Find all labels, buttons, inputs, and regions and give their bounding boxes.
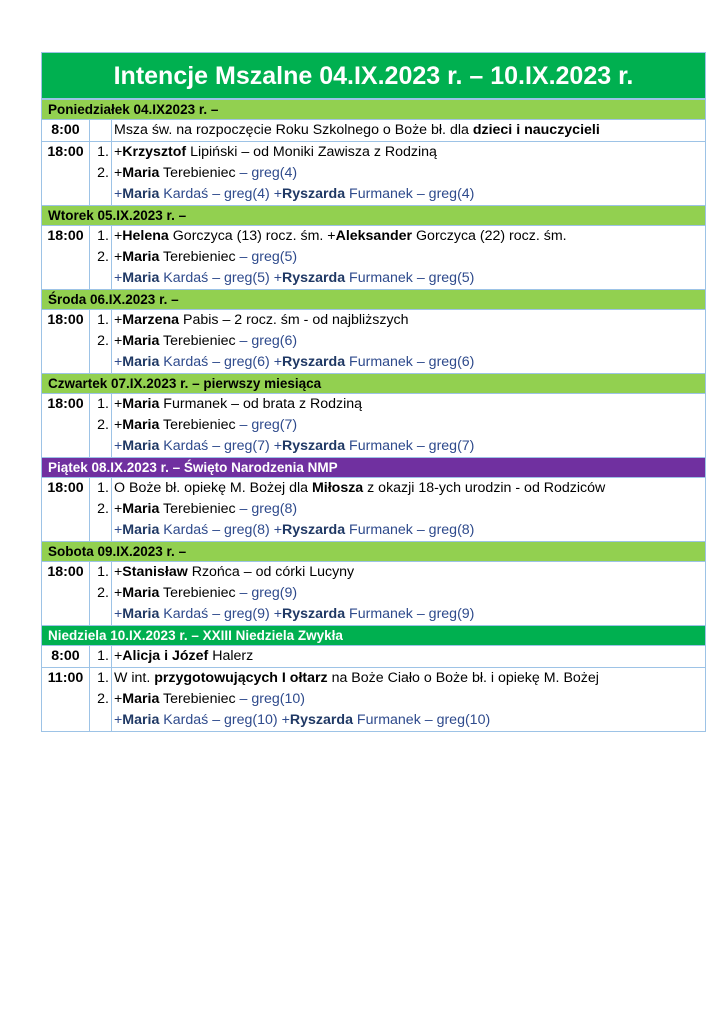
intention: O Boże bł. opiekę M. Bożej dla Miłosza z okazji 18-ych urodzin - od Rodziców +Maria Terebieniec – greg(8) +Maria Kardaś – greg(8) +Ryszarda Furmanek – greg(8)	[112, 478, 706, 542]
day-row-thursday	[42, 374, 706, 394]
day-row-sunday	[42, 626, 706, 646]
intention: +Alicja i Józef Halerz	[112, 646, 706, 668]
day-row-tuesday	[42, 206, 706, 226]
day-header: Piątek 08.IX.2023 r. – Święto Narodzenia NMP	[42, 458, 706, 478]
mass-row: 18:00 1. 2. +Stanisław Rzońca – od córki Lucyny +Maria Terebieniec – greg(9) +Maria Kardaś – greg(9) +Ryszarda Furmanek – greg(9)	[42, 562, 706, 626]
mass-row: 18:00 1. 2. +Helena Gorczyca (13) rocz. śm. +Aleksander Gorczyca (22) rocz. śm. +Maria Terebieniec – greg(5) +Maria Kardaś – greg(5) +Ryszarda Furmanek – greg(5)	[42, 226, 706, 290]
day-header: Wtorek 05.IX.2023 r. –	[42, 206, 706, 226]
mass-row: 18:00 1. 2. O Boże bł. opiekę M. Bożej dla Miłosza z okazji 18-ych urodzin - od Rodziców +Maria Terebieniec – greg(8) +Maria Kardaś – greg(8) +Ryszarda Furmanek – greg(8)	[42, 478, 706, 542]
mass-time: 18:00	[42, 142, 90, 206]
mass-row: 18:00 1. 2. +Krzysztof Lipiński – od Moniki Zawisza z Rodziną +Maria Terebieniec – greg(4) +Maria Kardaś – greg(4) +Ryszarda Furmanek – greg(4)	[42, 142, 706, 206]
mass-time: 18:00	[42, 226, 90, 290]
intentions-sheet	[41, 52, 706, 732]
intention: +Marzena Pabis – 2 rocz. śm - od najbliższych +Maria Terebieniec – greg(6) +Maria Kardaś – greg(6) +Ryszarda Furmanek – greg(6)	[112, 310, 706, 374]
mass-row: 11:00 1. 2. W int. przygotowujących I ołtarz na Boże Ciało o Boże bł. i opiekę M. Bożej +Maria Terebieniec – greg(10) +Maria Kardaś – greg(10) +Ryszarda Furmanek – greg(10)	[42, 668, 706, 732]
intention: +Krzysztof Lipiński – od Moniki Zawisza z Rodziną +Maria Terebieniec – greg(4) +Maria Kardaś – greg(4) +Ryszarda Furmanek – greg(4)	[112, 142, 706, 206]
mass-time: 8:00	[42, 120, 90, 142]
mass-time: 8:00	[42, 646, 90, 668]
mass-row: 18:00 1. 2. +Marzena Pabis – 2 rocz. śm - od najbliższych +Maria Terebieniec – greg(6) +Maria Kardaś – greg(6) +Ryszarda Furmanek – greg(6)	[42, 310, 706, 374]
mass-row: 8:00 1. +Alicja i Józef Halerz	[42, 646, 706, 668]
intention: Msza św. na rozpoczęcie Roku Szkolnego o Boże bł. dla dzieci i nauczycieli	[112, 120, 706, 142]
mass-time: 18:00	[42, 310, 90, 374]
mass-time: 18:00	[42, 562, 90, 626]
day-row-saturday	[42, 542, 706, 562]
mass-time: 18:00	[42, 394, 90, 458]
day-row-wednesday	[42, 290, 706, 310]
mass-time: 18:00	[42, 478, 90, 542]
intention: W int. przygotowujących I ołtarz na Boże Ciało o Boże bł. i opiekę M. Bożej +Maria Terebieniec – greg(10) +Maria Kardaś – greg(10) +Ryszarda Furmanek – greg(10)	[112, 668, 706, 732]
intention: +Stanisław Rzońca – od córki Lucyny +Maria Terebieniec – greg(9) +Maria Kardaś – greg(9) +Ryszarda Furmanek – greg(9)	[112, 562, 706, 626]
mass-time: 11:00	[42, 668, 90, 732]
intention: +Maria Furmanek – od brata z Rodziną +Maria Terebieniec – greg(7) +Maria Kardaś – greg(7) +Ryszarda Furmanek – greg(7)	[112, 394, 706, 458]
intention: +Helena Gorczyca (13) rocz. śm. +Aleksander Gorczyca (22) rocz. śm. +Maria Terebieniec – greg(5) +Maria Kardaś – greg(5) +Ryszarda Furmanek – greg(5)	[112, 226, 706, 290]
mass-row	[42, 120, 706, 142]
day-header: Poniedziałek 04.IX2023 r. –	[42, 100, 706, 120]
day-row-friday	[42, 458, 706, 478]
day-header: Sobota 09.IX.2023 r. –	[42, 542, 706, 562]
mass-row: 18:00 1. 2. +Maria Furmanek – od brata z Rodziną +Maria Terebieniec – greg(7) +Maria Kardaś – greg(7) +Ryszarda Furmanek – greg(7)	[42, 394, 706, 458]
day-row-monday	[42, 100, 706, 120]
day-header: Środa 06.IX.2023 r. –	[42, 290, 706, 310]
page-title: Intencje Mszalne 04.IX.2023 r. – 10.IX.2023 r.	[41, 52, 706, 99]
day-header: Czwartek 07.IX.2023 r. – pierwszy miesiąca	[42, 374, 706, 394]
day-header: Niedziela 10.IX.2023 r. – XXIII Niedziela Zwykła	[42, 626, 706, 646]
intentions-table	[41, 99, 706, 732]
